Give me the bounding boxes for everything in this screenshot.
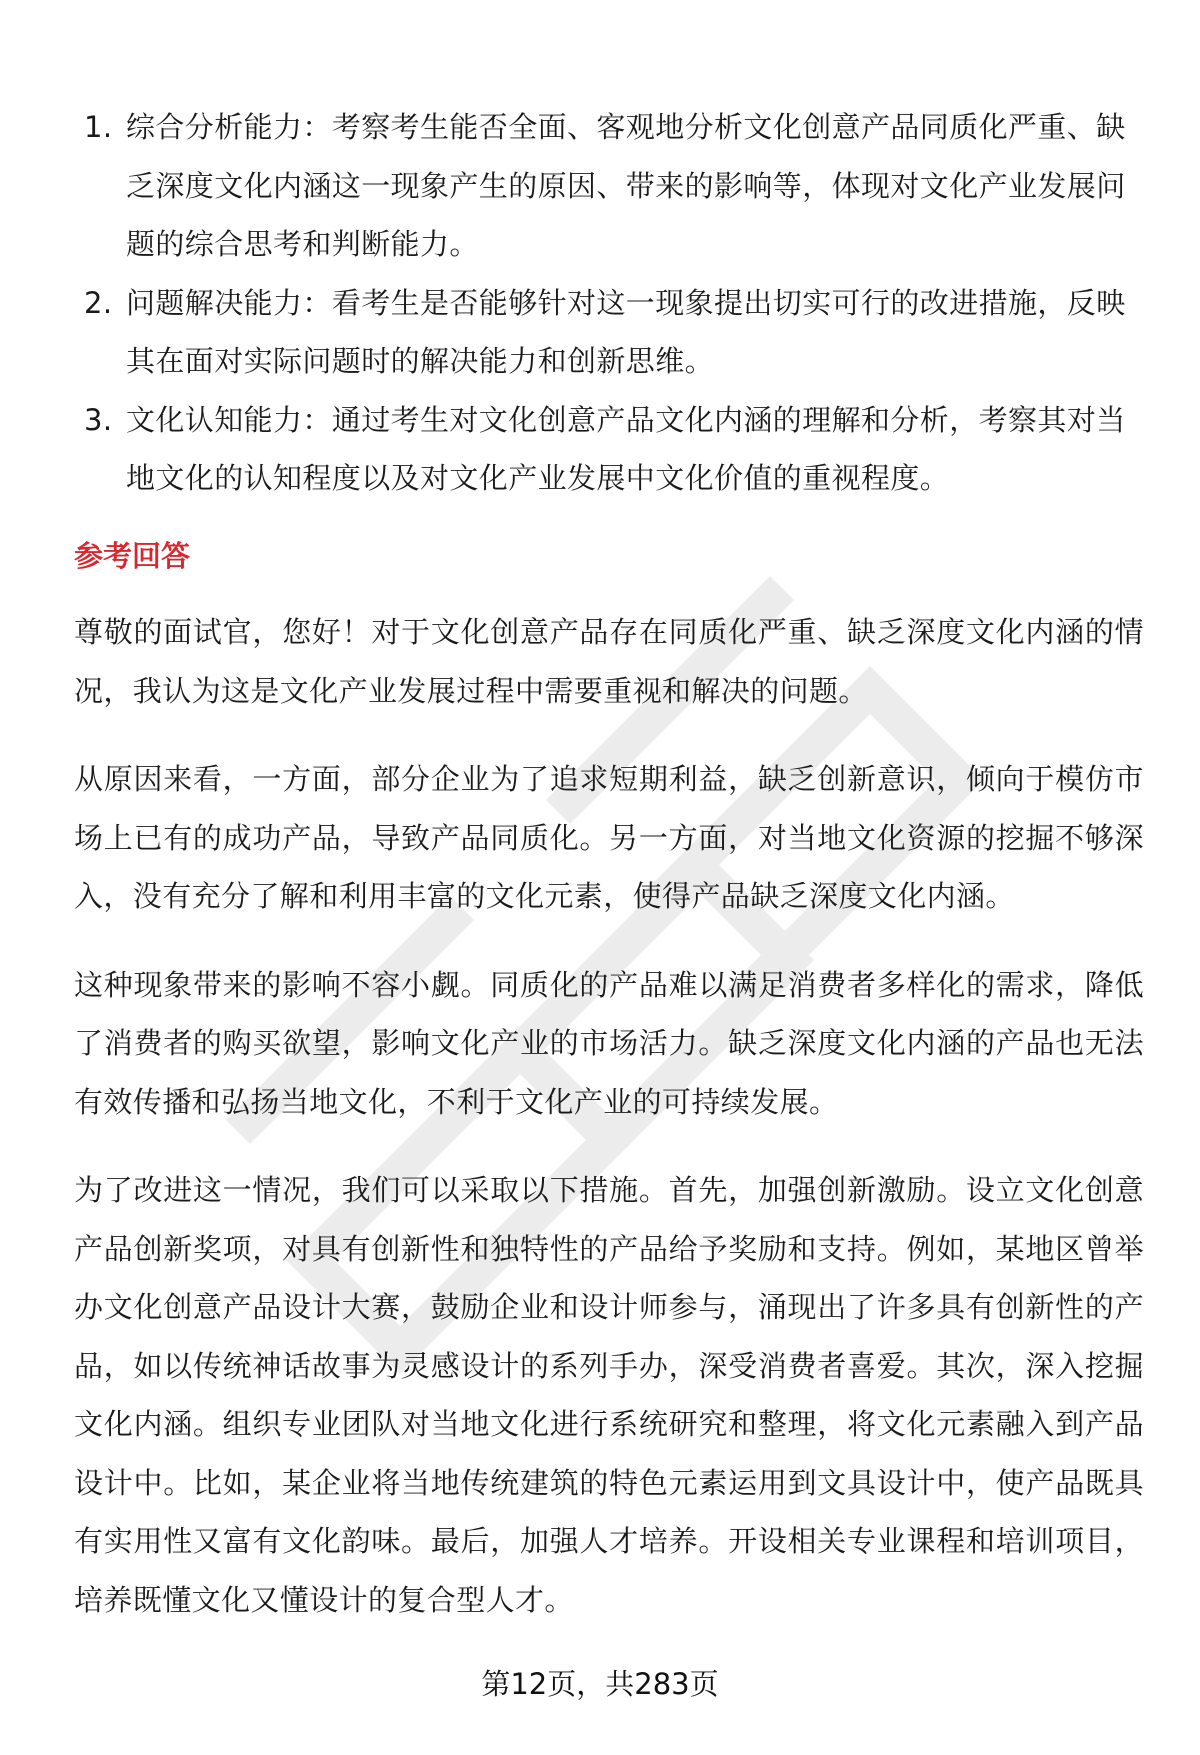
criteria-item: [74, 391, 1144, 508]
criteria-item: [74, 274, 1144, 391]
page-number-footer: 第12页，共283页: [481, 1667, 719, 1701]
main-content: [74, 98, 1144, 1659]
answer-paragraph: 尊敬的面试官，您好！对于文化创意产品存在同质化严重、缺乏深度文化内涵的情况，我认为这是文化产业发展过程中需要重视和解决的问题。: [74, 615, 1144, 708]
criteria-list: [74, 98, 1144, 508]
answer-paragraph: 为了改进这一情况，我们可以采取以下措施。首先，加强创新激励。设立文化创意产品创新奖项，对具有创新性和独特性的产品给予奖励和支持。例如，某地区曾举办文化创意产品设计大赛，鼓励企业和设计师参与，涌现出了许多具有创新性的产品，如以传统神话故事为灵感设计的系列手办，深受消费者喜爱。其次，深入挖掘文化内涵。组织专业团队对当地文化进行系统研究和整理，将文化元素融入到产品设计中。比如，某企业将当地传统建筑的特色元素运用到文具设计中，使产品既具有实用性又富有文化韵味。最后，加强人才培养。开设相关专业课程和培训项目，培养既懂文化又懂设计的复合型人才。: [74, 1173, 1144, 1617]
criteria-text: 综合分析能力：考察考生能否全面、客观地分析文化创意产品同质化严重、缺乏深度文化内涵这一现象产生的原因、带来的影响等，体现对文化产业发展问题的综合思考和判断能力。: [126, 110, 1126, 261]
criteria-text: 问题解决能力：看考生是否能够针对这一现象提出切实可行的改进措施，反映其在面对实际问题时的解决能力和创新思维。: [126, 285, 1126, 378]
criteria-number: 1.: [84, 110, 113, 144]
criteria-number: 2.: [84, 285, 113, 320]
criteria-text: 文化认知能力：通过考生对文化创意产品文化内涵的理解和分析，考察其对当地文化的认知程度以及对文化产业发展中文化价值的重视程度。: [126, 402, 1126, 495]
criteria-item: [74, 98, 1144, 274]
criteria-number: 3.: [84, 402, 113, 437]
section-title-reference-answer: 参考回答: [74, 538, 191, 573]
answer-paragraph: 这种现象带来的影响不容小觑。同质化的产品难以满足消费者多样化的需求，降低了消费者的购买欲望，影响文化产业的市场活力。缺乏深度文化内涵的产品也无法有效传播和弘扬当地文化，不利于文化产业的可持续发展。: [74, 967, 1144, 1119]
answer-paragraph: 从原因来看，一方面，部分企业为了追求短期利益，缺乏创新意识，倾向于模仿市场上已有的成功产品，导致产品同质化。另一方面，对当地文化资源的挖掘不够深入，没有充分了解和利用丰富的文化元素，使得产品缺乏深度文化内涵。: [74, 762, 1144, 913]
